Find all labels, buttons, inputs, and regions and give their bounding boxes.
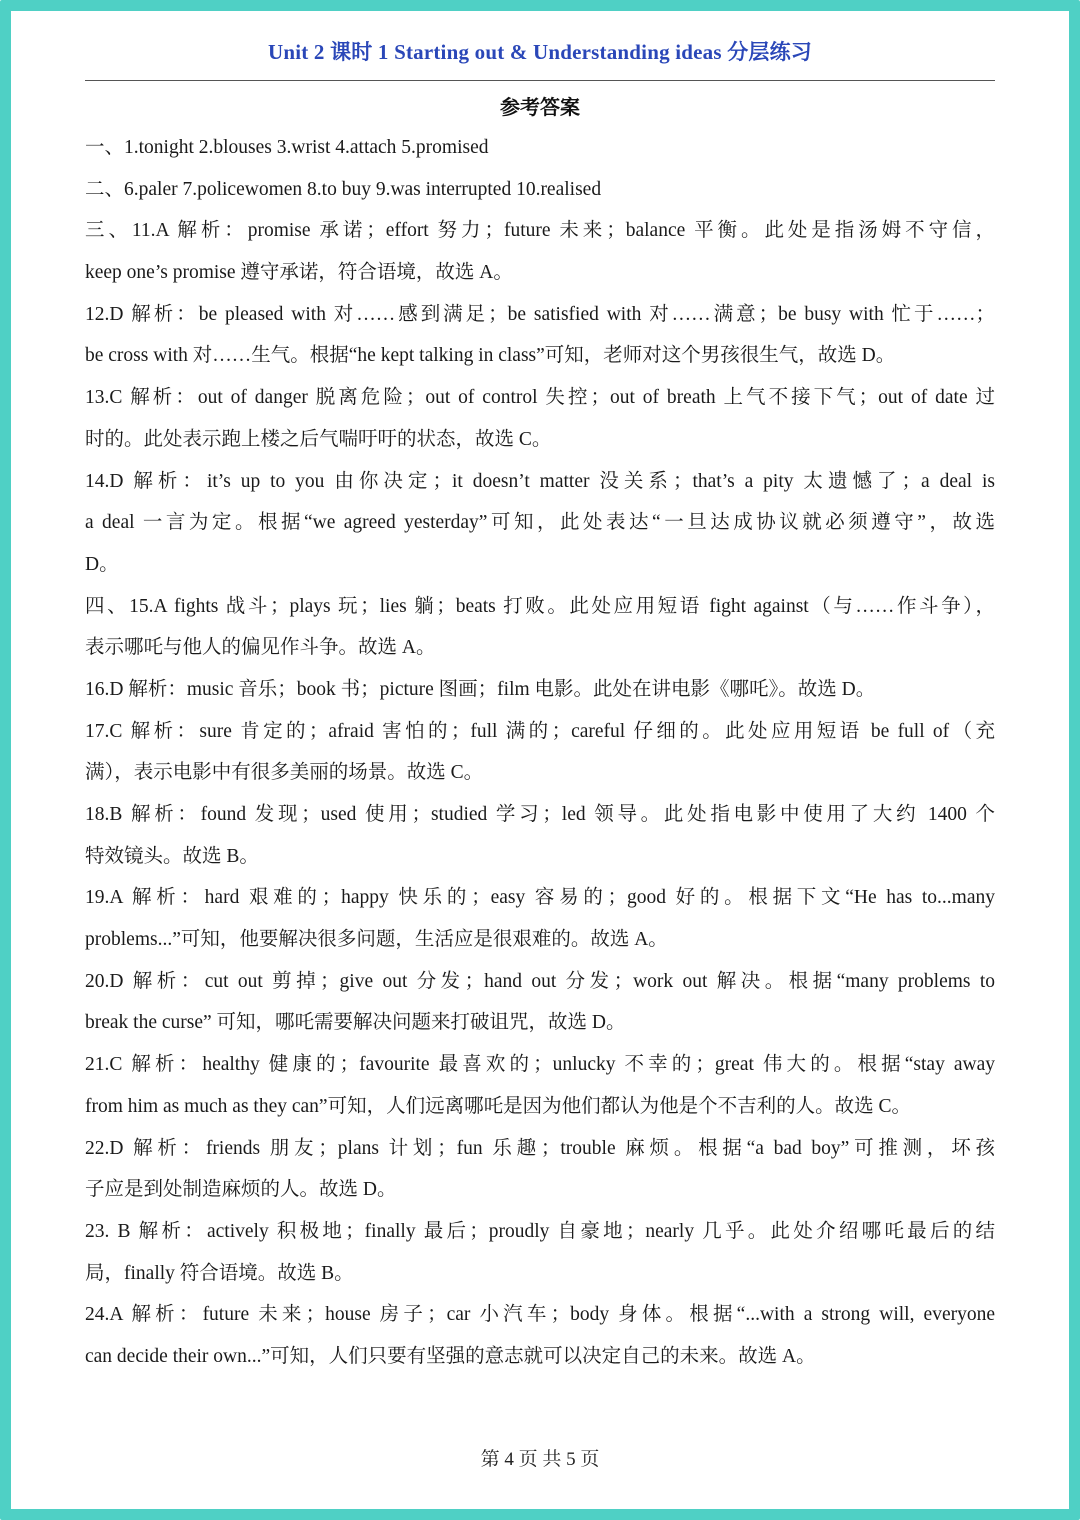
answer-content [85, 127, 995, 1378]
text-line: be cross with 对……生气。根据“he kept talking in class”可知，老师对这个男孩很生气，故选 D。 [85, 345, 896, 367]
text-line: can decide their own...”可知，人们只要有坚强的意志就可以决定自己的未来。故选 A。 [85, 1345, 816, 1367]
text-line: 13.C 解析：out of danger 脱离危险；out of control 失控；out of breath 上气不接下气；out of date 过 [85, 387, 995, 409]
text-line: 22.D 解析：friends 朋友；plans 计划；fun 乐趣；trouble 麻烦。根据“a bad boy”可推测，坏孩 [85, 1137, 995, 1159]
page-header-title: Unit 2 课时 1 Starting out & Understanding ideas 分层练习 [268, 40, 812, 64]
text-line: 24.A 解析：future 未来；house 房子；car 小汽车；body 身体。根据“...with a strong will, everyone [85, 1304, 995, 1326]
text-line: 时的。此处表示跑上楼之后气喘吁吁的状态，故选 C。 [85, 428, 552, 450]
text-line: 局，finally 符合语境。故选 B。 [85, 1262, 354, 1284]
text-line: problems...”可知，他要解决很多问题，生活应是很艰难的。故选 A。 [85, 929, 668, 951]
text-line: 一、1.tonight 2.blouses 3.wrist 4.attach 5.promised [85, 137, 489, 158]
text-line: 四、15.A fights 战斗；plays 玩；lies 躺；beats 打败。此处应用短语 fight against（与……作斗争）， [85, 595, 995, 617]
text-line: 二、6.paler 7.policewomen 8.to buy 9.was interrupted 10.realised [85, 178, 602, 200]
text-line: 23. B 解析：actively 积极地；finally 最后；proudly 自豪地；nearly 几乎。此处介绍哪吒最后的结 [85, 1220, 995, 1242]
text-line: 三、11.A 解析：promise 承诺；effort 努力；future 未来；balance 平衡。此处是指汤姆不守信， [85, 220, 995, 242]
text-line: a deal 一言为定。根据“we agreed yesterday”可知，此处表达“一旦达成协议就必须遵守”，故选 [85, 512, 995, 534]
text-line: 16.D 解析：music 音乐；book 书；picture 图画；film 电影。此处在讲电影《哪吒》。故选 D。 [85, 678, 876, 700]
text-line: 17.C 解析：sure 肯定的；afraid 害怕的；full 满的；careful 仔细的。此处应用短语 be full of（充 [85, 720, 995, 742]
text-line: 子应是到处制造麻烦的人。故选 D。 [85, 1179, 397, 1201]
text-line: D。 [85, 553, 119, 575]
page-number: 第 4 页 共 5 页 [480, 1449, 600, 1470]
text-line: 20.D 解析：cut out 剪掉；give out 分发；hand out 分发；work out 解决。根据“many problems to [85, 970, 995, 992]
text-line: 21.C 解析：healthy 健康的；favourite 最喜欢的；unlucky 不幸的；great 伟大的。根据“stay away [85, 1054, 995, 1076]
text-line: 表示哪吒与他人的偏见作斗争。故选 A。 [85, 637, 436, 659]
text-line: 满），表示电影中有很多美丽的场景。故选 C。 [85, 762, 484, 784]
text-line: from him as much as they can”可知，人们远离哪吒是因为他们都认为他是个不吉利的人。故选 C。 [85, 1095, 911, 1117]
section-title: 参考答案 [500, 95, 580, 119]
text-line: 12.D 解析：be pleased with 对……感到满足；be satisfied with 对……满意；be busy with 忙于……； [85, 303, 995, 325]
text-line: keep one’s promise 遵守承诺，符合语境，故选 A。 [85, 262, 513, 284]
text-line: 特效镜头。故选 B。 [85, 845, 259, 867]
text-line: 19.A 解析：hard 艰难的；happy 快乐的；easy 容易的；good 好的。根据下文“He has to...many [85, 887, 995, 909]
header-divider [85, 80, 995, 81]
text-line: break the curse” 可知，哪吒需要解决问题来打破诅咒，故选 D。 [85, 1012, 626, 1034]
text-line: 18.B 解析：found 发现；used 使用；studied 学习；led 领导。此处指电影中使用了大约 1400 个 [85, 804, 995, 825]
text-line: 14.D 解析：it’s up to you 由你决定；it doesn’t matter 没关系；that’s a pity 太遗憾了；a deal is [85, 470, 995, 492]
